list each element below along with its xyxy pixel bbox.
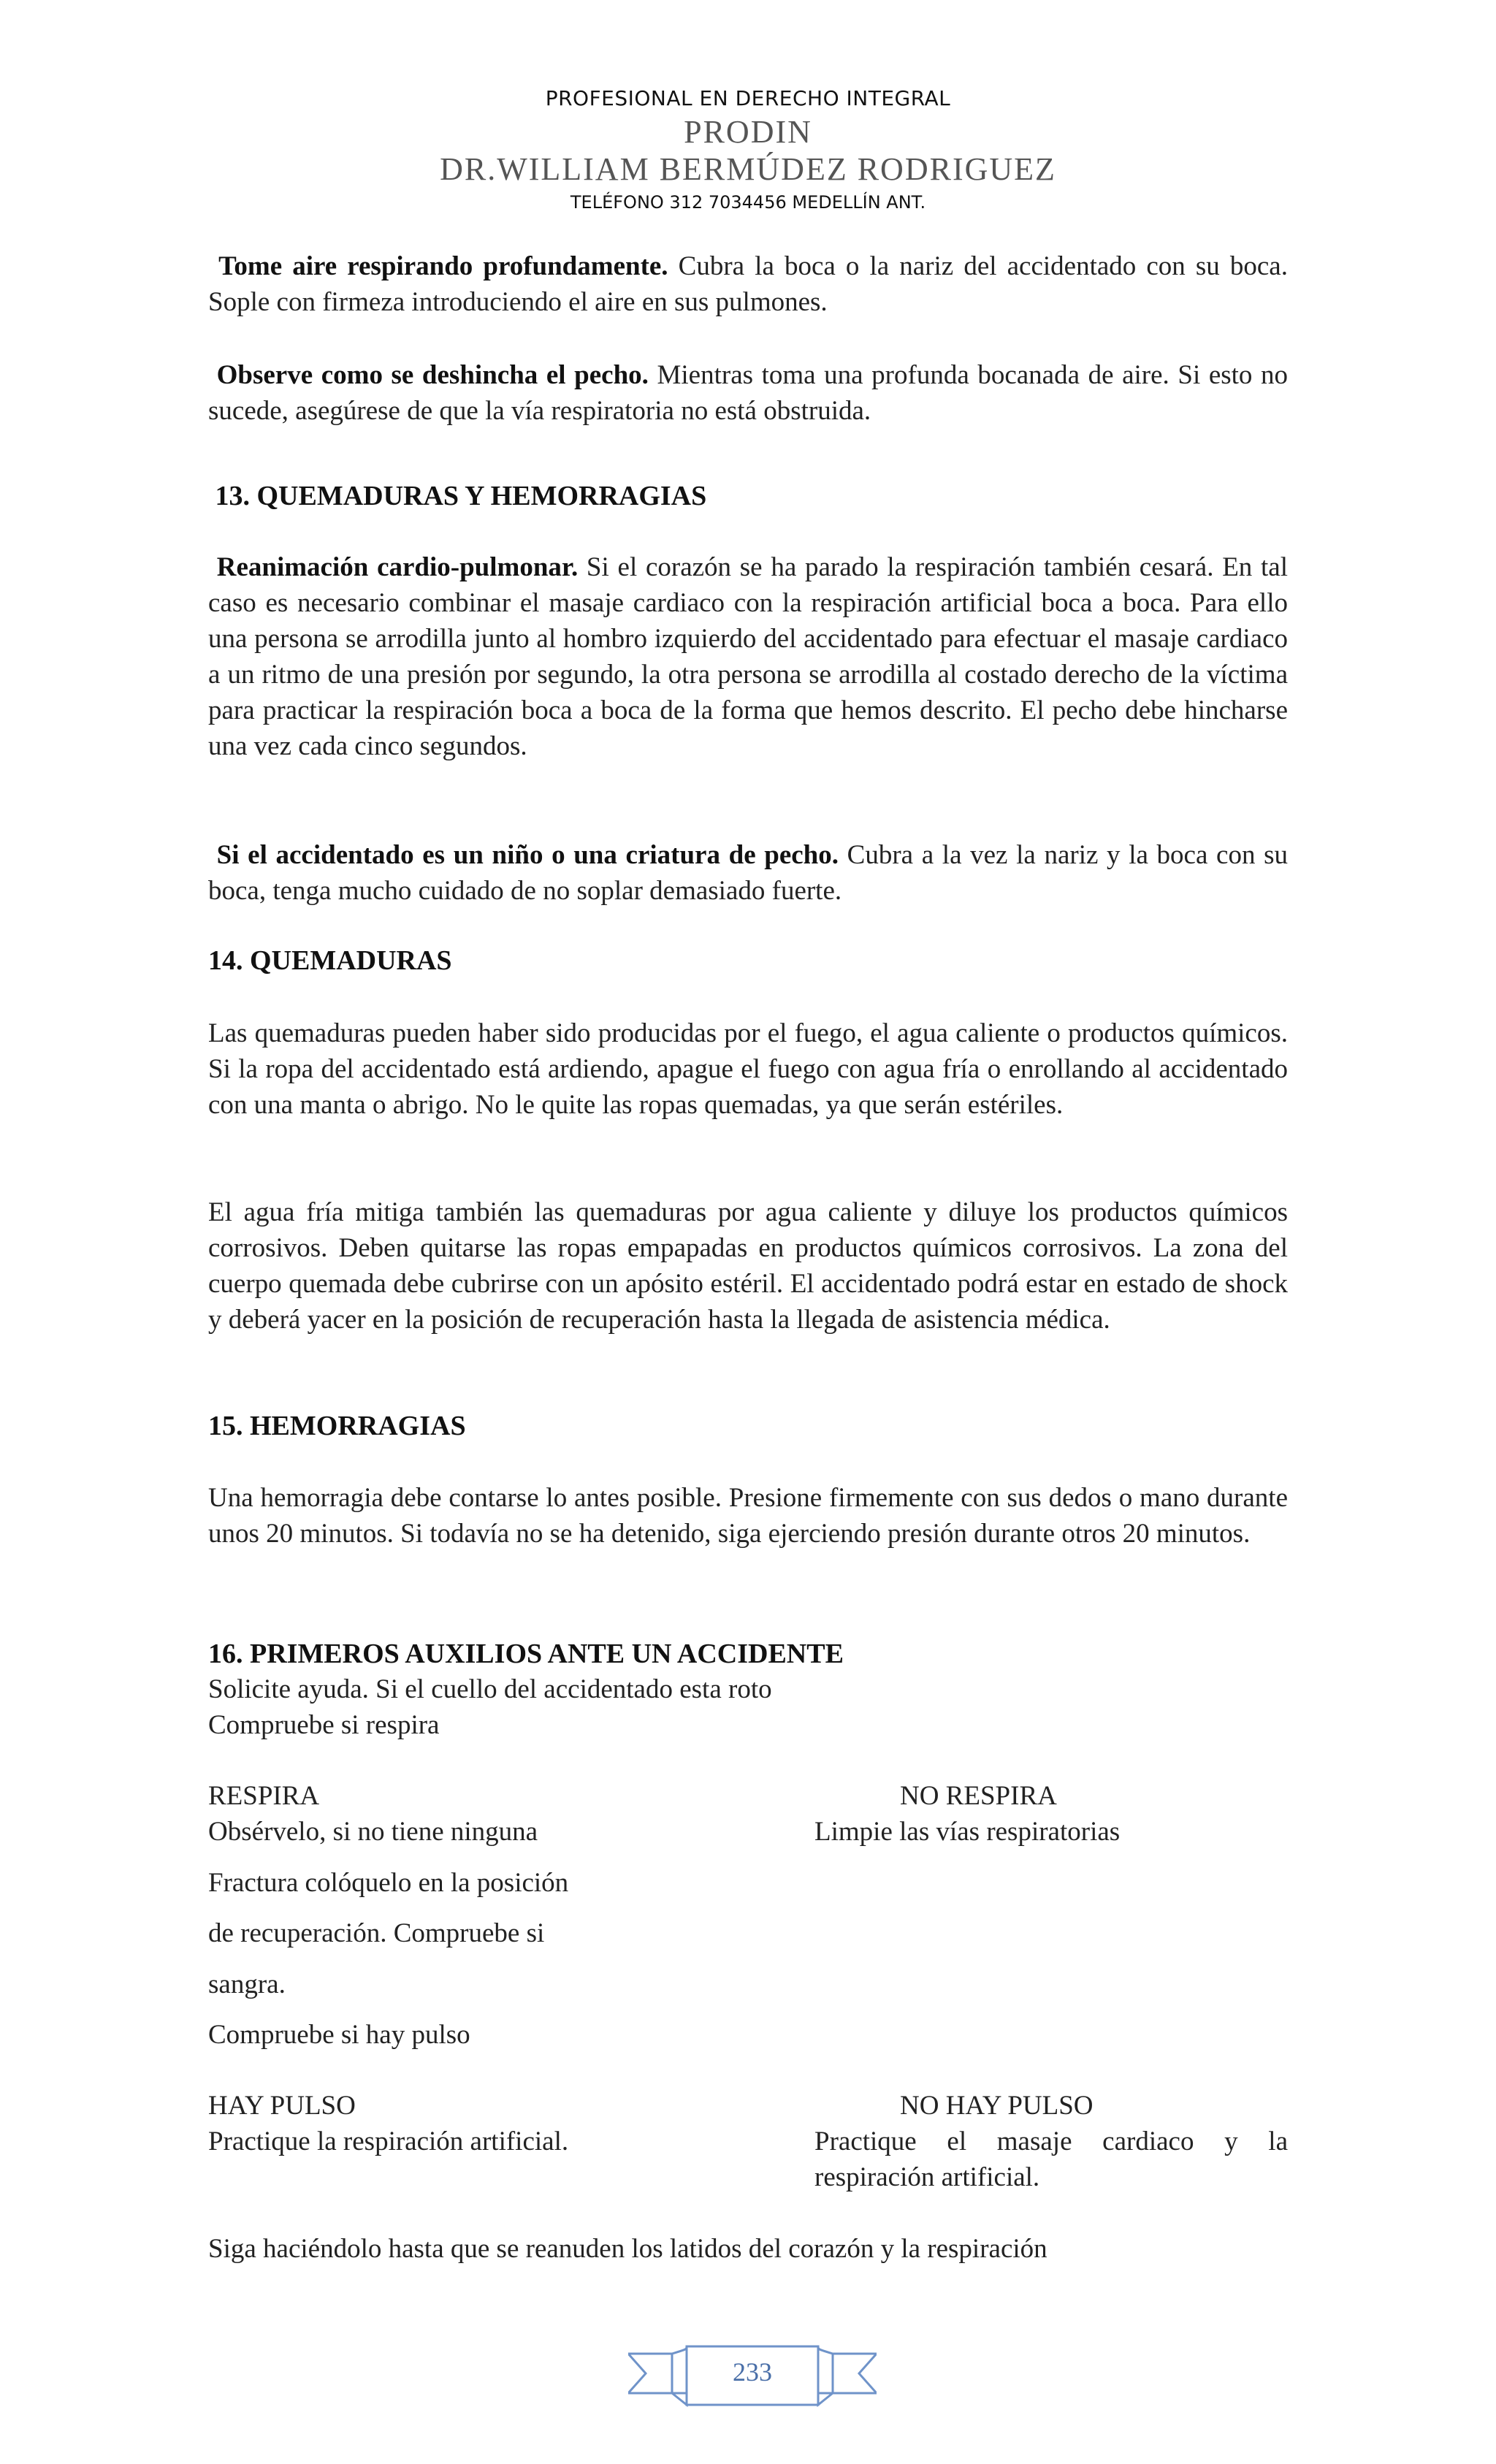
no-hay-pulso-text: Practique el masaje cardiaco y la respiración artificial.: [814, 2127, 1288, 2192]
paragraph-reanimacion: [208, 549, 1288, 764]
paragraph-hemorragias: Una hemorragia debe contarse lo antes posible. Presione firmemente con sus dedos o mano durante unos 20 minutos. Si todavía no se ha detenido, siga ejerciendo presión durante otros 20 minutos.: [208, 1483, 1288, 1549]
bold-lead: Observe como se deshincha el pecho.: [216, 360, 649, 390]
paragraph-nino: [208, 837, 1288, 909]
page-number: 233: [733, 2357, 772, 2387]
section-heading-13: [208, 478, 706, 514]
bold-lead: Tome aire respirando profundamente.: [218, 251, 668, 281]
label-respira: RESPIRA: [208, 1781, 320, 1811]
paragraph-quemaduras-2: El agua fría mitiga también las quemaduras por agua caliente y diluye los productos químicos corrosivos. Deben quitarse las ropas empapadas en productos químicos corrosivos. La zona del cuerpo quemada debe cubrirse con un apósito estéril. El accidentado podrá estar en estado de shock y deberá yacer en la posición de recuperación hasta la llegada de asistencia médica.: [208, 1197, 1288, 1335]
respira-line-5: Compruebe si hay pulso: [208, 2020, 470, 2050]
label-hay-pulso: HAY PULSO: [208, 2091, 356, 2121]
respira-line-4: sangra.: [208, 1969, 286, 1999]
label-no-respira: NO RESPIRA: [900, 1781, 1057, 1811]
no-respira-line-1: Limpie las vías respiratorias: [814, 1817, 1121, 1847]
respira-line-2: Fractura colóquelo en la posición: [208, 1868, 569, 1898]
paragraph-text: Cubra a la vez la nariz y la boca con su boca, tenga mucho cuidado de no soplar demasiado fuerte.: [208, 840, 1288, 906]
section-heading-15: 15. HEMORRAGIAS: [208, 1411, 466, 1441]
line-compruebe-respira: Compruebe si respira: [208, 1710, 440, 1740]
header-line-4: TELÉFONO 312 7034456 MEDELLÍN ANT.: [570, 192, 926, 213]
bold-lead: Si el accidentado es un niño o una criatura de pecho.: [216, 840, 839, 870]
paragraph-tome-aire: [208, 248, 1288, 320]
bold-lead: Reanimación cardio-pulmonar.: [216, 552, 579, 582]
section-heading-14: 14. QUEMADURAS: [208, 945, 452, 976]
header-line-2: PRODIN: [684, 114, 812, 150]
paragraph-text: Si el corazón se ha parado la respiración también cesará. En tal caso es necesario combinar el masaje cardiaco con la respiración artificial boca a boca. Para ello una persona se arrodilla junto al hombro izquierdo del accidentado para efectuar el masaje cardiaco a un ritmo de una presión por segundo, la otra persona se arrodilla al costado derecho de la víctima para practicar la respiración boca a boca de la forma que hemos descrito. El pecho debe hincharse una vez cada cinco segundos.: [208, 552, 1289, 761]
section-heading-16: 16. PRIMEROS AUXILIOS ANTE UN ACCIDENTE: [208, 1639, 844, 1669]
paragraph-observe: [208, 357, 1288, 429]
paragraph-quemaduras-1: Las quemaduras pueden haber sido producidas por el fuego, el agua caliente o productos químicos. Si la ropa del accidentado está ardiendo, apague el fuego con agua fría o enrollando al accidentado con una manta o abrigo. No le quite las ropas quemadas, ya que serán estériles.: [208, 1018, 1288, 1120]
line-solicite-ayuda: Solicite ayuda. Si el cuello del accidentado esta roto: [208, 1674, 772, 1704]
section-heading-13-text: 13. QUEMADURAS Y HEMORRAGIAS: [215, 481, 707, 511]
respira-line-3: de recuperación. Compruebe si: [208, 1918, 545, 1948]
label-no-hay-pulso: NO HAY PULSO: [900, 2091, 1094, 2121]
header-line-1: PROFESIONAL EN DERECHO INTEGRAL: [545, 86, 951, 110]
respira-line-1: Obsérvelo, si no tiene ninguna: [208, 1817, 538, 1847]
hay-pulso-line-1: Practique la respiración artificial.: [208, 2127, 569, 2156]
page-header: [0, 86, 1496, 213]
final-line: Siga haciéndolo hasta que se reanuden los latidos del corazón y la respiración: [208, 2234, 1047, 2264]
paragraph-text: Mientras toma una profunda bocanada de aire. Si esto no sucede, asegúrese de que la vía respiratoria no está obstruida.: [208, 360, 1289, 426]
paragraph-text: Cubra la boca o la nariz del accidentado con su boca. Sople con firmeza introduciendo el aire en sus pulmones.: [208, 251, 1288, 317]
page-number-banner: [628, 2338, 877, 2425]
header-line-3: DR.WILLIAM BERMÚDEZ RODRIGUEZ: [440, 151, 1056, 187]
